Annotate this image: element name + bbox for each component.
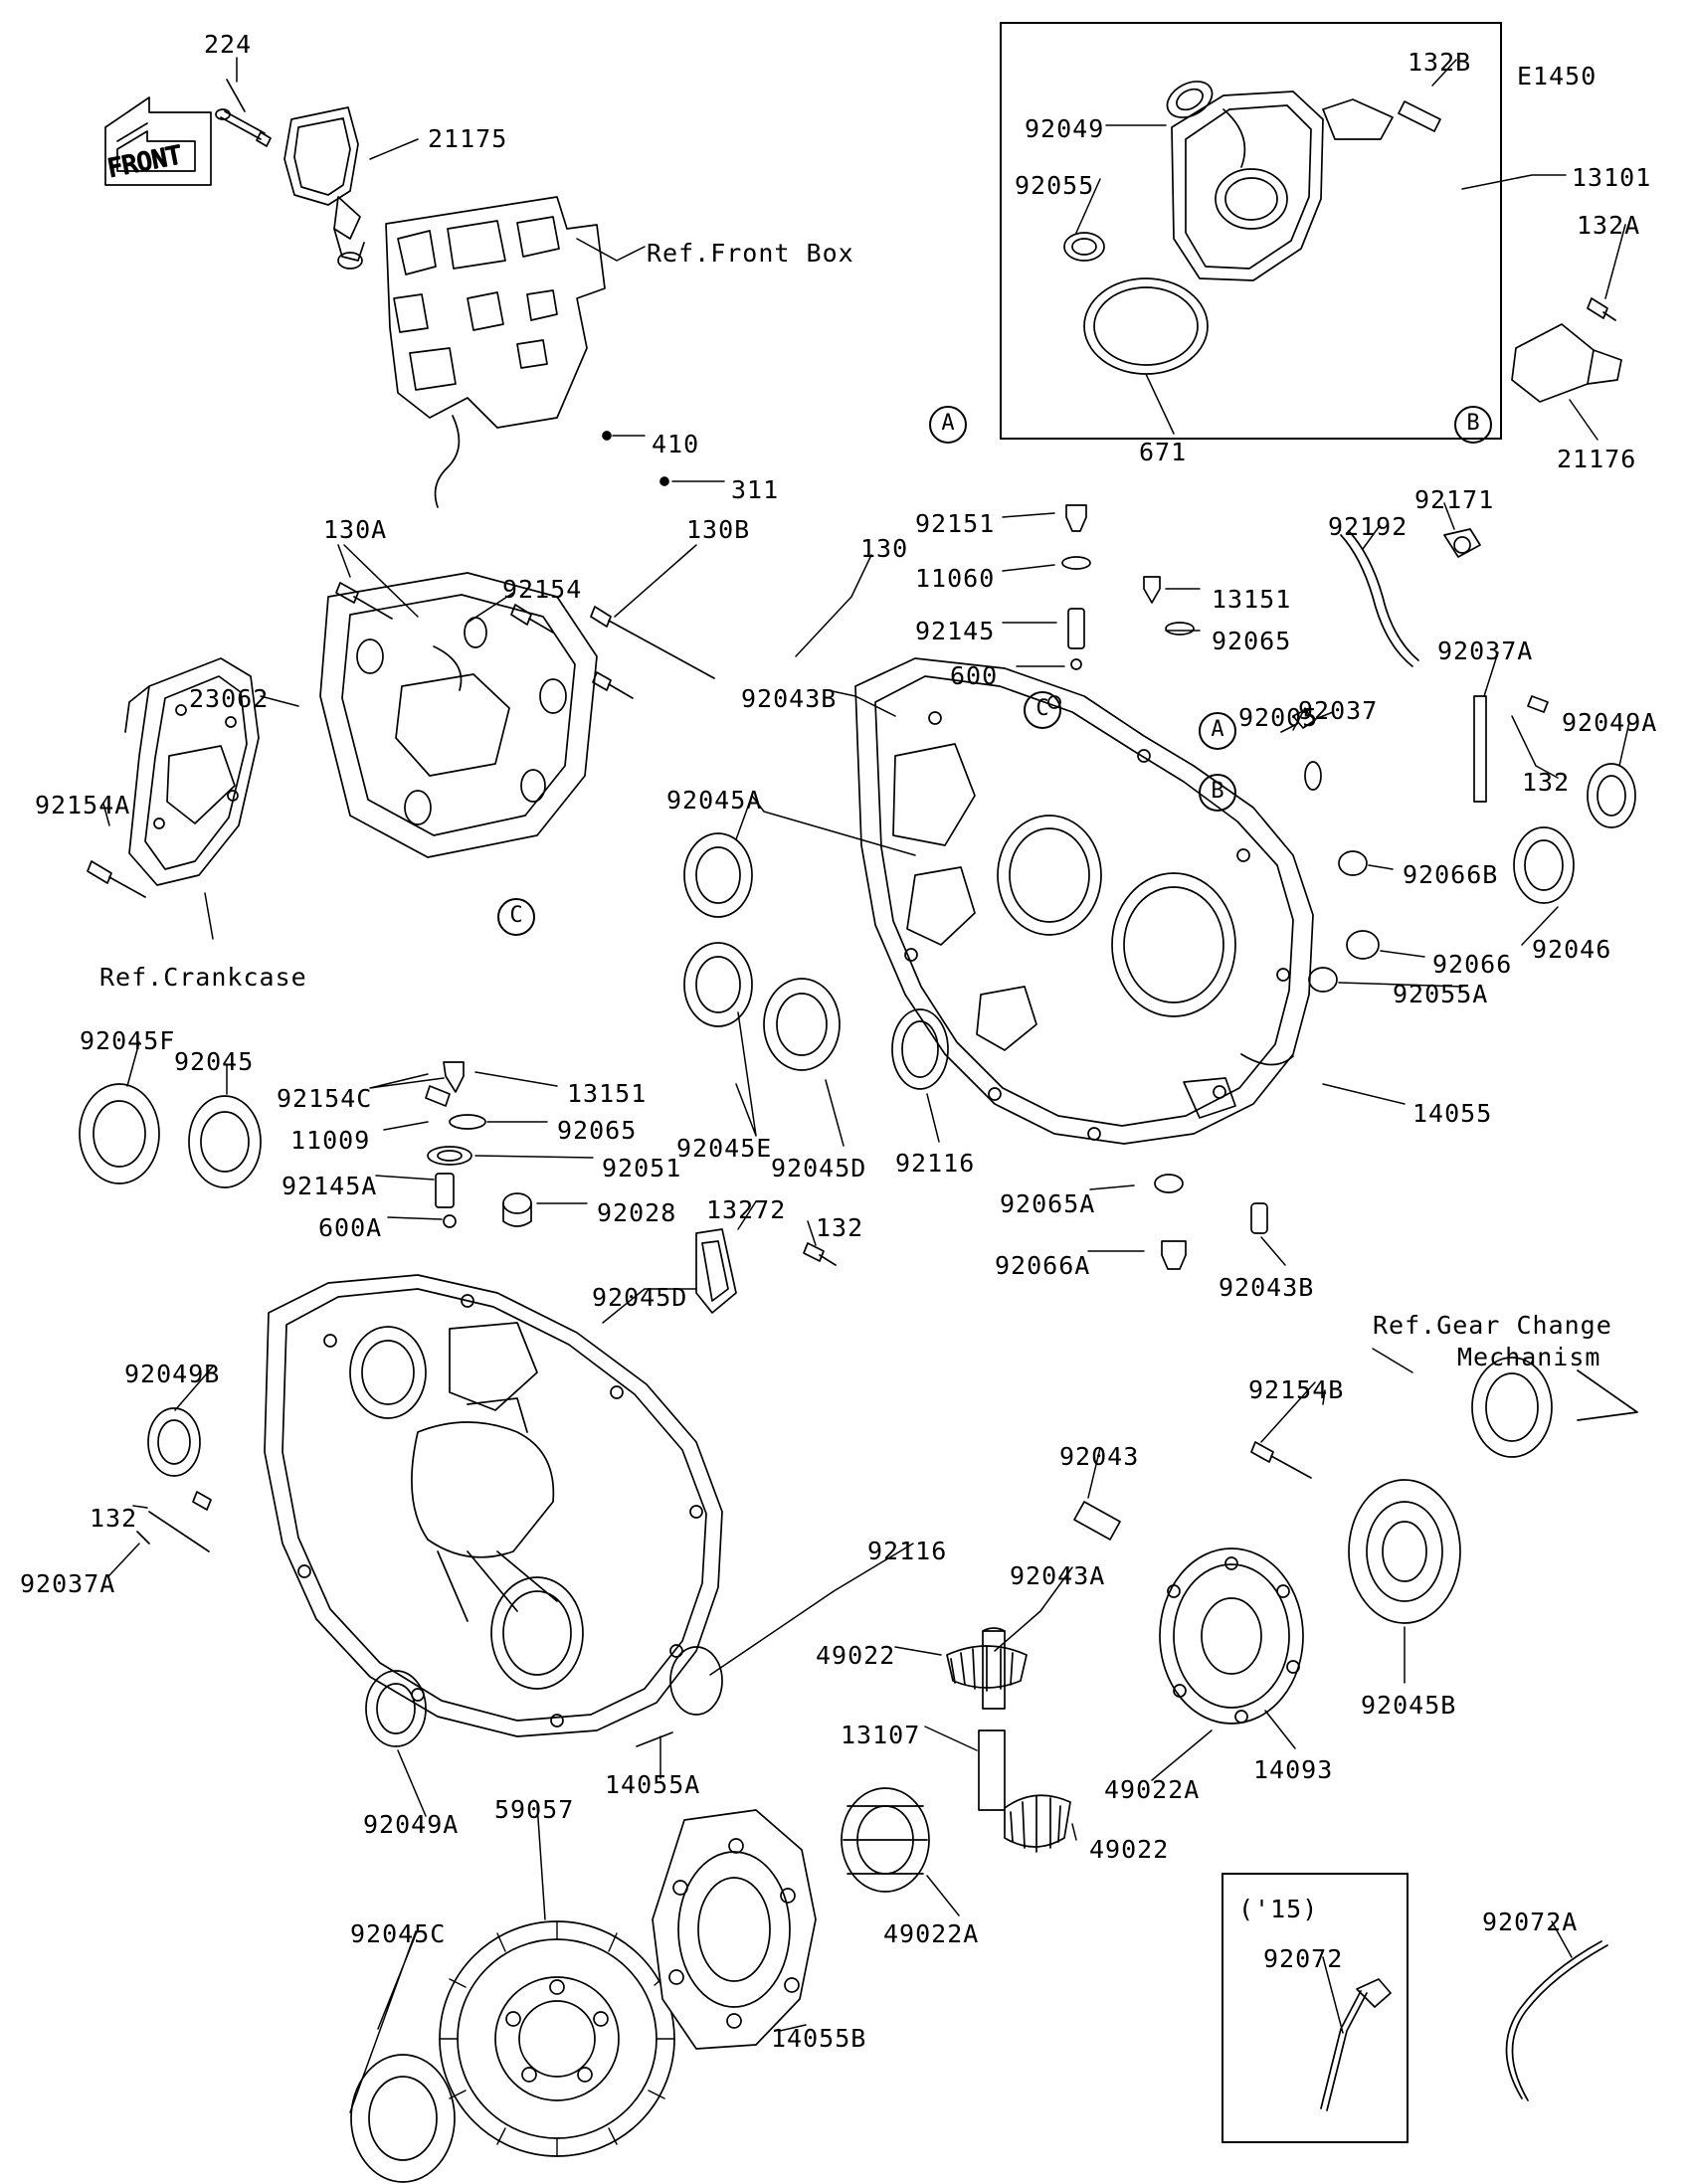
part-label-49022A-right: 49022A: [1104, 1775, 1201, 1804]
part-label-14093: 14093: [1253, 1755, 1334, 1784]
part-label-130B: 130B: [686, 515, 751, 544]
part-label-92154A: 92154A: [35, 791, 131, 819]
part-label-92154C: 92154C: [277, 1084, 373, 1113]
part-label-92116-low: 92116: [867, 1537, 948, 1565]
part-label-92045D-upper: 92045D: [771, 1154, 867, 1183]
part-label-13151-low: 13151: [567, 1079, 648, 1108]
part-label-92045F: 92045F: [80, 1026, 176, 1055]
part-label-92151: 92151: [915, 509, 996, 538]
part-label-92065: 92065: [1212, 627, 1292, 655]
part-label-92055: 92055: [1015, 171, 1095, 200]
inset-code-e1450: E1450: [1517, 62, 1597, 91]
part-label-410: 410: [652, 430, 700, 458]
part-label-92045E: 92045E: [676, 1134, 773, 1163]
part-label-49022-low: 49022: [1089, 1835, 1170, 1864]
circle-b-top: B: [1454, 406, 1492, 444]
part-label-92072: 92072: [1263, 1944, 1344, 1973]
circle-c-mid: C: [1024, 691, 1061, 729]
part-label-92145: 92145: [915, 617, 996, 645]
part-label-14055B: 14055B: [771, 2024, 867, 2053]
part-label-92005: 92005: [1238, 703, 1319, 732]
part-label-92154: 92154: [502, 575, 583, 604]
part-label-92049A-low: 92049A: [363, 1810, 460, 1839]
ref-gear-change-label: Ref.Gear Change: [1373, 1311, 1612, 1340]
part-label-92051: 92051: [602, 1154, 682, 1183]
part-label-92066A: 92066A: [995, 1251, 1091, 1280]
part-label-92065-low: 92065: [557, 1116, 638, 1145]
part-label-92045B: 92045B: [1361, 1691, 1457, 1720]
part-label-92154B: 92154B: [1248, 1375, 1345, 1404]
part-label-21176: 21176: [1557, 445, 1637, 473]
part-label-49022-upper: 49022: [816, 1641, 896, 1670]
circle-b-mid: B: [1199, 774, 1236, 812]
circle-c-left: C: [497, 898, 535, 936]
part-label-13101: 13101: [1572, 163, 1652, 192]
part-label-311: 311: [731, 475, 780, 504]
part-label-92045D-low: 92045D: [592, 1283, 688, 1312]
part-label-224: 224: [204, 30, 253, 59]
part-label-92072A: 92072A: [1482, 1908, 1579, 1936]
part-label-92049B: 92049B: [124, 1360, 221, 1388]
part-label-92028: 92028: [597, 1198, 677, 1227]
part-label-14055: 14055: [1412, 1099, 1493, 1128]
part-label-13151: 13151: [1212, 585, 1292, 614]
ref-gear-change-label-2: Mechanism: [1457, 1343, 1601, 1371]
part-label-92046: 92046: [1532, 935, 1612, 964]
part-label-130A: 130A: [323, 515, 388, 544]
ref-crankcase-label: Ref.Crankcase: [99, 963, 307, 992]
part-label-92145A: 92145A: [282, 1172, 378, 1200]
inset-box-e1450: [1000, 22, 1502, 440]
part-label-92066B: 92066B: [1403, 860, 1499, 889]
part-label-92037A-left: 92037A: [20, 1569, 116, 1598]
part-label-21175: 21175: [428, 124, 508, 153]
part-label-92065A: 92065A: [1000, 1189, 1096, 1218]
part-label-132B: 132B: [1408, 48, 1472, 77]
part-label-92037: 92037: [1298, 696, 1379, 725]
circle-a-mid: A: [1199, 712, 1236, 750]
part-label-130: 130: [860, 534, 909, 563]
part-label-92171: 92171: [1414, 485, 1495, 514]
part-label-92049A-right: 92049A: [1562, 708, 1658, 737]
part-label-49022A-low: 49022A: [883, 1919, 980, 1948]
part-label-132-mid: 132: [816, 1213, 864, 1242]
part-label-92043: 92043: [1059, 1442, 1140, 1471]
part-label-92045C: 92045C: [350, 1919, 447, 1948]
part-label-132-left: 132: [90, 1504, 138, 1533]
part-label-92045A: 92045A: [666, 786, 763, 815]
part-label-92045: 92045: [174, 1047, 255, 1076]
part-label-92049: 92049: [1025, 114, 1105, 143]
part-label-92066: 92066: [1432, 950, 1513, 979]
part-label-92043A: 92043A: [1010, 1561, 1106, 1590]
part-label-59057: 59057: [494, 1795, 575, 1824]
part-label-11009: 11009: [290, 1126, 371, 1155]
part-label-132A: 132A: [1577, 211, 1641, 240]
part-label-92037A: 92037A: [1437, 637, 1534, 665]
svg-text:FRONT: FRONT: [104, 140, 185, 183]
part-label-92043B-top: 92043B: [741, 684, 838, 713]
part-label-13107: 13107: [841, 1721, 921, 1749]
ref-front-box-label: Ref.Front Box: [647, 239, 854, 268]
part-label-600: 600: [950, 661, 999, 690]
part-label-92192: 92192: [1328, 512, 1409, 541]
part-label-11060: 11060: [915, 564, 996, 593]
part-label-600A: 600A: [318, 1213, 383, 1242]
part-label-92043B-low: 92043B: [1219, 1273, 1315, 1302]
part-label-132-right: 132: [1522, 768, 1571, 797]
part-label-92116-upper: 92116: [895, 1149, 976, 1178]
part-label-13272: 13272: [706, 1195, 787, 1224]
part-label-23062: 23062: [189, 684, 270, 713]
part-label-671: 671: [1139, 438, 1188, 466]
part-label-92055A: 92055A: [1393, 980, 1489, 1008]
part-label-14055A: 14055A: [605, 1770, 701, 1799]
circle-a-top: A: [929, 406, 967, 444]
year-box-label: ('15): [1238, 1895, 1319, 1923]
